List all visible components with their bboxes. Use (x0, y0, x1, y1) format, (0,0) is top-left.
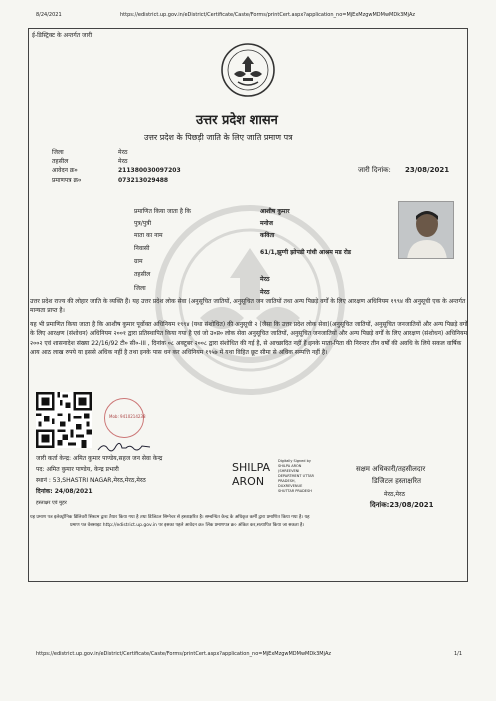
certificate-subtitle: उत्तर प्रदेश के पिछड़ी जाति के लिए जाति प्रमाण पत्र (144, 133, 293, 142)
digisig-line-2: SHILPA ARON (278, 464, 302, 468)
up-emblem-icon (220, 42, 276, 98)
meta-value-tehsil: मेरठ (118, 158, 128, 165)
detail-label-mother: माता का नाम (134, 232, 163, 239)
digisig-line-5: PRADESH, (278, 479, 296, 483)
issuer-post: पद: अमित कुमार पाण्डेय, केन्द्र प्रभारी (36, 466, 119, 473)
detail-value-mother: कविता (260, 232, 275, 239)
meta-value-certificate-no: 073213029488 (118, 177, 169, 184)
digisig-line-6: DUXREVENUE (278, 484, 303, 488)
detail-value-district: मेरठ (260, 289, 270, 296)
detail-label-village: ग्राम (134, 258, 143, 265)
stamp-note: हस्ताक्षर एवं मुहर (36, 500, 67, 506)
print-url: https://edistrict.up.gov.in/eDistrict/Certificate/Caste/Forms/printCert.aspx?application_no=MjExMzgwMDMwMDk3MjAz (120, 12, 416, 18)
issue-date-label: जारी दिनांक: (358, 166, 391, 174)
handwritten-signature-icon (96, 440, 152, 454)
detail-value-tehsil: मेरठ (260, 276, 270, 283)
print-date: 8/24/2021 (36, 12, 62, 18)
detail-value-name: आशीष कुमार (260, 208, 290, 215)
detail-label-son-of: पुत्र/पुत्री (134, 220, 152, 227)
digisig-line-4: DEPARTMENT UTTAR (278, 474, 314, 478)
detail-label-tehsil: तहसील (134, 271, 151, 278)
corner-note: ई-डिस्ट्रिक्ट के अन्तर्गत जारी (32, 32, 93, 39)
seal-text: Mob: 9410214238 (109, 414, 146, 419)
meta-label-district: जिला (52, 149, 64, 156)
issuer-address: स्थानं : 53,SHASTRI NAGAR,मेरठ,मेरठ,मेरठ (36, 477, 146, 484)
detail-label-resident: निवासी (134, 245, 150, 252)
officer-title: सक्षम अधिकारी/तहसीलदार (356, 465, 426, 473)
applicant-photo (398, 201, 454, 259)
caste-paragraph: उत्तर प्रदेश राज्य की लोहार जाति के व्यक्ति हैं। यह उत्तर प्रदेश लोक सेवा (अनुसूचित जातियों, अनुसूचित जन जातियों तथा अन्य पिछड़े वर्गों के लिए आरक्षण अधिनियम १९९४ की अनुसूची एक के अन्तर्गत मान्यता प्राप्त है। (30, 298, 466, 315)
meta-label-application: आवेदन क्र० (52, 167, 78, 174)
meta-label-tehsil: तहसील (52, 158, 69, 165)
detail-label-district: जिला (134, 285, 146, 292)
officer-place: मेरठ,मेरठ (384, 491, 405, 498)
officer-signature-note: डिजिटल हस्ताक्षरित (372, 477, 421, 485)
meta-value-application: 211380030097203 (118, 167, 181, 174)
person-photo-icon (399, 202, 454, 259)
meta-value-district: मेरठ (118, 149, 128, 156)
certification-paragraph: यह भी प्रमाणित किया जाता है कि आशीष कुमार पूर्वोक्त अधिनियम १९९४ (यथा संशोधित) की अनुसूची २ (जैसा कि उत्तर प्रदेश लोक सेवा)(अनुसूचित जातियों, अनुसूचित जनजातियों और अन्य पिछड़े वर्गों के लिए आरक्षण (संशोधन) अधिनियम २००१ द्वारा प्रतिस्थापित किया गया है एवं जो उ०प्र० लोक सेवा अनुसूचित जातियों, अनुसूचित जनजातियों और अन्य पिछड़े वर्गों के लिए आरक्षण (संशोधन) अधिनियम २००२ एवं शासनादेश संख्या 22/16/92 टी० सी०-III , दिनांक ०८ अक्टूबर २००८ द्वारा संशोधित की गई है, से आच्छादित नहीं हैं।इनके माता-पिता की निरन्तर तीन वर्षों की अवधि के लिये सकल वार्षिक आय आठ लाख रुपये या इससे अधिक नहीं है तथा इनके पास धन कर अधिनियम १९५७ में यथा विहित छूट सीमा से अधिक सम्पत्ति नहीं है। (30, 321, 468, 356)
footer-note-2: प्रमाण पत्र वेबसाइट http://edistrict.up.gov.in पर इसका पहले आवेदन क्र० लिंक प्रमाणपत्र क्र० अंकित कर,सत्यापित किया जा सकता है। (70, 523, 305, 528)
government-title: उत्तर प्रदेश शासन (196, 113, 278, 128)
digisig-line-7: SHUTTAR PRADESH (278, 489, 312, 493)
digisig-line-1: Digitally Signed by (278, 459, 311, 463)
issue-date: 23/08/2021 (405, 166, 450, 174)
officer-date: दिनांक:23/08/2021 (370, 501, 434, 509)
page-number: 1/1 (454, 651, 463, 657)
meta-label-certificate-no: प्रमाणपत्र क्र० (52, 177, 82, 184)
digisig-line-3: (SHREEVENI (278, 469, 300, 473)
detail-label-certified: प्रमाणित किया जाता है कि (134, 208, 192, 215)
detail-value-address: 61/1,झुग्गी झोपडी गांधी आश्रम मड रोड (260, 249, 352, 256)
qr-code-icon (36, 392, 92, 448)
footer-url: https://edistrict.up.gov.in/eDistrict/Certificate/Caste/Forms/printCert.aspx?application_no=MjExMzgwMDMwMDk3MjAz (36, 651, 332, 657)
detail-value-father: मनोज (260, 220, 273, 227)
left-date: दिनांक: 24/08/2021 (36, 488, 93, 495)
footer-note-1: यह प्रमाण पत्र इलेक्ट्रॉनिक डिलिवरी सिस्टम द्वारा तैयार किया गया है तथा डिजिटल सिग्नेचर से हस्ताक्षरित है। सम्बन्धित केन्द्र के अधिकृत कर्मी द्वारा प्रमाणित किया गया है। यह (30, 515, 310, 520)
issuing-center: जारी कर्ता केन्द्र: अमित कुमार पाण्डेय,सहज जन सेवा केन्द्र (36, 455, 163, 462)
agency-seal (104, 398, 144, 438)
signer-name-line2: ARON (232, 475, 265, 488)
signer-name-line1: SHILPA (232, 461, 271, 474)
